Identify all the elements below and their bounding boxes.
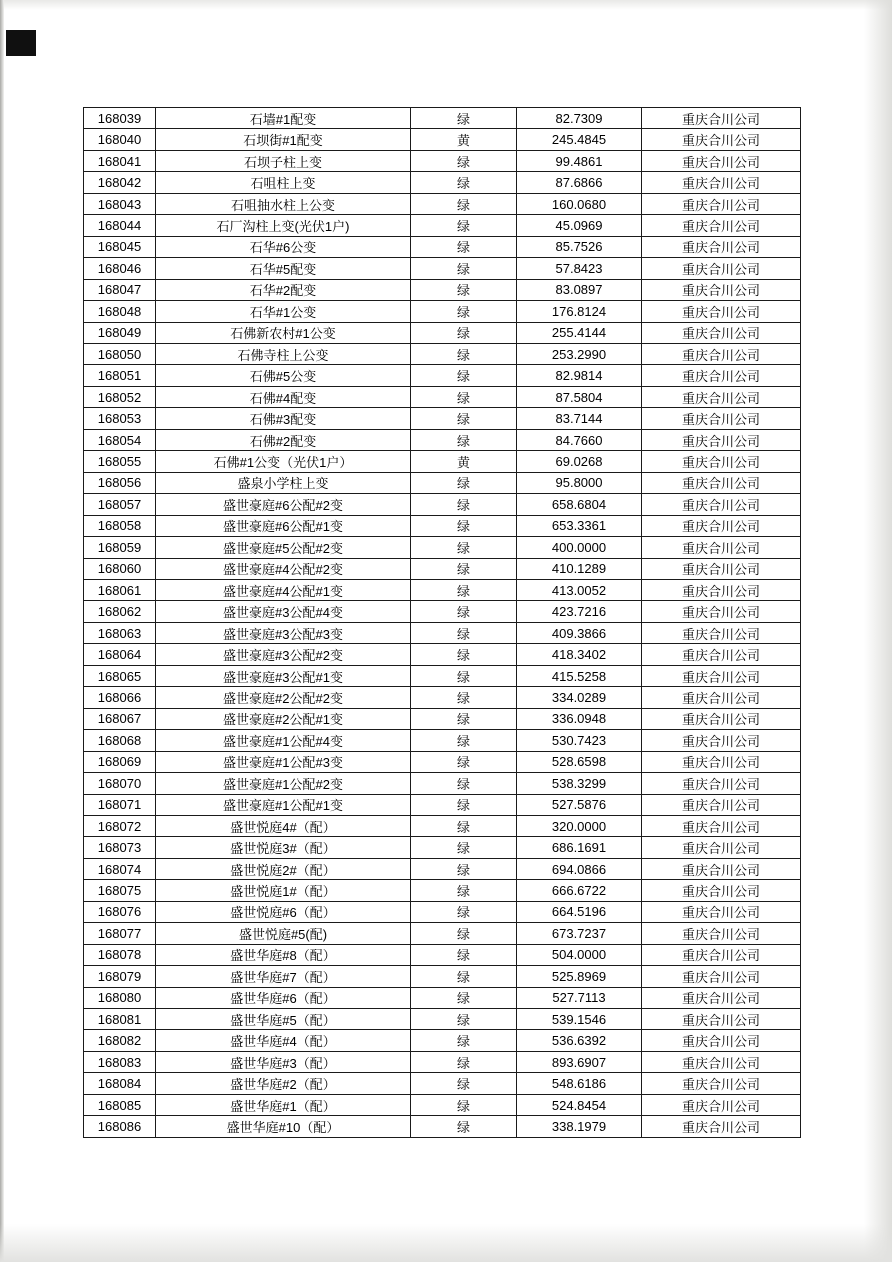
value-cell: 694.0866 [517, 858, 642, 879]
table-row [84, 751, 801, 772]
device-name-cell: 盛世豪庭#3公配#2变 [156, 644, 411, 665]
table-row [84, 601, 801, 622]
company-cell: 重庆合川公司 [642, 815, 801, 836]
table-row [84, 429, 801, 450]
table-row [84, 944, 801, 965]
row-id-cell: 168086 [84, 1116, 156, 1138]
status-cell: 绿 [411, 966, 517, 987]
table-row [84, 108, 801, 129]
row-id-cell: 168071 [84, 794, 156, 815]
value-cell: 415.5258 [517, 665, 642, 686]
company-cell: 重庆合川公司 [642, 901, 801, 922]
row-id-cell: 168054 [84, 429, 156, 450]
company-cell: 重庆合川公司 [642, 794, 801, 815]
status-cell: 绿 [411, 193, 517, 214]
row-id-cell: 168073 [84, 837, 156, 858]
value-cell: 658.6804 [517, 494, 642, 515]
value-cell: 524.8454 [517, 1094, 642, 1115]
company-cell: 重庆合川公司 [642, 515, 801, 536]
device-name-cell: 盛世豪庭#2公配#1变 [156, 708, 411, 729]
value-cell: 527.7113 [517, 987, 642, 1008]
status-cell: 绿 [411, 794, 517, 815]
value-cell: 57.8423 [517, 258, 642, 279]
status-cell: 绿 [411, 815, 517, 836]
row-id-cell: 168041 [84, 150, 156, 171]
company-cell: 重庆合川公司 [642, 451, 801, 472]
row-id-cell: 168069 [84, 751, 156, 772]
table-row [84, 858, 801, 879]
device-name-cell: 盛世华庭#8（配） [156, 944, 411, 965]
value-cell: 666.6722 [517, 880, 642, 901]
value-cell: 83.7144 [517, 408, 642, 429]
company-cell: 重庆合川公司 [642, 258, 801, 279]
status-cell: 绿 [411, 386, 517, 407]
device-name-cell: 盛世豪庭#1公配#3变 [156, 751, 411, 772]
row-id-cell: 168063 [84, 622, 156, 643]
value-cell: 255.4144 [517, 322, 642, 343]
company-cell: 重庆合川公司 [642, 1009, 801, 1030]
company-cell: 重庆合川公司 [642, 365, 801, 386]
row-id-cell: 168058 [84, 515, 156, 536]
table-row [84, 708, 801, 729]
company-cell: 重庆合川公司 [642, 665, 801, 686]
page-edge-bottom [0, 1224, 892, 1262]
company-cell: 重庆合川公司 [642, 494, 801, 515]
device-name-cell: 盛世悦庭3#（配） [156, 837, 411, 858]
status-cell: 绿 [411, 622, 517, 643]
status-cell: 绿 [411, 665, 517, 686]
table-row [84, 622, 801, 643]
table-row [84, 472, 801, 493]
status-cell: 绿 [411, 365, 517, 386]
table-row [84, 644, 801, 665]
status-cell: 绿 [411, 1116, 517, 1138]
row-id-cell: 168072 [84, 815, 156, 836]
row-id-cell: 168080 [84, 987, 156, 1008]
table-row [84, 301, 801, 322]
page-edge-top [0, 0, 892, 10]
row-id-cell: 168047 [84, 279, 156, 300]
status-cell: 绿 [411, 472, 517, 493]
row-id-cell: 168082 [84, 1030, 156, 1051]
company-cell: 重庆合川公司 [642, 708, 801, 729]
value-cell: 673.7237 [517, 923, 642, 944]
row-id-cell: 168039 [84, 108, 156, 129]
device-name-cell: 盛世豪庭#6公配#1变 [156, 515, 411, 536]
row-id-cell: 168043 [84, 193, 156, 214]
value-cell: 99.4861 [517, 150, 642, 171]
value-cell: 82.7309 [517, 108, 642, 129]
value-cell: 45.0969 [517, 215, 642, 236]
table-row [84, 880, 801, 901]
company-cell: 重庆合川公司 [642, 408, 801, 429]
row-id-cell: 168057 [84, 494, 156, 515]
status-cell: 绿 [411, 172, 517, 193]
status-cell: 绿 [411, 901, 517, 922]
table-row [84, 386, 801, 407]
company-cell: 重庆合川公司 [642, 837, 801, 858]
value-cell: 176.8124 [517, 301, 642, 322]
status-cell: 绿 [411, 429, 517, 450]
value-cell: 336.0948 [517, 708, 642, 729]
table-row [84, 730, 801, 751]
device-name-cell: 石华#6公变 [156, 236, 411, 257]
table-row [84, 837, 801, 858]
value-cell: 423.7216 [517, 601, 642, 622]
company-cell: 重庆合川公司 [642, 966, 801, 987]
device-name-cell: 盛世豪庭#4公配#1变 [156, 579, 411, 600]
status-cell: 绿 [411, 1051, 517, 1072]
device-name-cell: 盛世悦庭1#（配） [156, 880, 411, 901]
table-row [84, 1073, 801, 1094]
table-row [84, 515, 801, 536]
value-cell: 893.6907 [517, 1051, 642, 1072]
company-cell: 重庆合川公司 [642, 215, 801, 236]
row-id-cell: 168067 [84, 708, 156, 729]
table-row [84, 236, 801, 257]
status-cell: 绿 [411, 558, 517, 579]
device-name-cell: 盛世豪庭#3公配#1变 [156, 665, 411, 686]
status-cell: 绿 [411, 537, 517, 558]
status-cell: 绿 [411, 730, 517, 751]
row-id-cell: 168053 [84, 408, 156, 429]
value-cell: 320.0000 [517, 815, 642, 836]
value-cell: 538.3299 [517, 773, 642, 794]
row-id-cell: 168042 [84, 172, 156, 193]
value-cell: 686.1691 [517, 837, 642, 858]
table-row [84, 1051, 801, 1072]
value-cell: 413.0052 [517, 579, 642, 600]
corner-ink-mark [6, 30, 36, 56]
company-cell: 重庆合川公司 [642, 301, 801, 322]
status-cell: 绿 [411, 1030, 517, 1051]
value-cell: 530.7423 [517, 730, 642, 751]
status-cell: 绿 [411, 108, 517, 129]
value-cell: 400.0000 [517, 537, 642, 558]
device-name-cell: 石华#1公变 [156, 301, 411, 322]
value-cell: 87.6866 [517, 172, 642, 193]
company-cell: 重庆合川公司 [642, 129, 801, 150]
company-cell: 重庆合川公司 [642, 429, 801, 450]
device-name-cell: 盛世悦庭#5(配) [156, 923, 411, 944]
company-cell: 重庆合川公司 [642, 193, 801, 214]
status-cell: 绿 [411, 150, 517, 171]
company-cell: 重庆合川公司 [642, 730, 801, 751]
table-row [84, 815, 801, 836]
device-name-cell: 石咀柱上变 [156, 172, 411, 193]
table-row [84, 129, 801, 150]
status-cell: 绿 [411, 258, 517, 279]
status-cell: 绿 [411, 494, 517, 515]
device-name-cell: 石佛#4配变 [156, 386, 411, 407]
table-row [84, 558, 801, 579]
row-id-cell: 168051 [84, 365, 156, 386]
table-row [84, 215, 801, 236]
company-cell: 重庆合川公司 [642, 1051, 801, 1072]
device-name-cell: 盛世豪庭#1公配#4变 [156, 730, 411, 751]
device-name-cell: 盛世华庭#2（配） [156, 1073, 411, 1094]
row-id-cell: 168074 [84, 858, 156, 879]
value-cell: 418.3402 [517, 644, 642, 665]
company-cell: 重庆合川公司 [642, 622, 801, 643]
table-body [84, 108, 801, 1138]
device-name-cell: 盛世华庭#5（配） [156, 1009, 411, 1030]
device-name-cell: 盛世华庭#1（配） [156, 1094, 411, 1115]
row-id-cell: 168045 [84, 236, 156, 257]
table-row [84, 1030, 801, 1051]
device-name-cell: 盛世华庭#7（配） [156, 966, 411, 987]
status-cell: 绿 [411, 515, 517, 536]
row-id-cell: 168050 [84, 343, 156, 364]
value-cell: 527.5876 [517, 794, 642, 815]
status-cell: 绿 [411, 880, 517, 901]
table-row [84, 343, 801, 364]
table-row [84, 1116, 801, 1138]
value-cell: 87.5804 [517, 386, 642, 407]
row-id-cell: 168077 [84, 923, 156, 944]
status-cell: 绿 [411, 215, 517, 236]
device-name-cell: 石佛#2配变 [156, 429, 411, 450]
device-name-cell: 盛世华庭#6（配） [156, 987, 411, 1008]
value-cell: 653.3361 [517, 515, 642, 536]
row-id-cell: 168064 [84, 644, 156, 665]
device-name-cell: 盛世豪庭#6公配#2变 [156, 494, 411, 515]
table-row [84, 279, 801, 300]
table-row [84, 966, 801, 987]
status-cell: 绿 [411, 687, 517, 708]
status-cell: 绿 [411, 923, 517, 944]
table-row [84, 687, 801, 708]
page-edge-right [864, 0, 892, 1262]
status-cell: 绿 [411, 322, 517, 343]
value-cell: 83.0897 [517, 279, 642, 300]
device-name-cell: 石墙#1配变 [156, 108, 411, 129]
table-row [84, 451, 801, 472]
company-cell: 重庆合川公司 [642, 279, 801, 300]
table-row [84, 150, 801, 171]
table-row [84, 987, 801, 1008]
table-row [84, 579, 801, 600]
row-id-cell: 168044 [84, 215, 156, 236]
device-name-cell: 石佛#1公变（光伏1户） [156, 451, 411, 472]
value-cell: 539.1546 [517, 1009, 642, 1030]
device-name-cell: 盛世悦庭2#（配） [156, 858, 411, 879]
status-cell: 绿 [411, 987, 517, 1008]
device-name-cell: 石坝街#1配变 [156, 129, 411, 150]
table-row [84, 408, 801, 429]
device-name-cell: 盛世豪庭#1公配#2变 [156, 773, 411, 794]
transformer-load-table [83, 107, 801, 1138]
company-cell: 重庆合川公司 [642, 601, 801, 622]
row-id-cell: 168085 [84, 1094, 156, 1115]
row-id-cell: 168076 [84, 901, 156, 922]
device-name-cell: 盛世悦庭4#（配） [156, 815, 411, 836]
table-row [84, 322, 801, 343]
table-row [84, 665, 801, 686]
row-id-cell: 168052 [84, 386, 156, 407]
company-cell: 重庆合川公司 [642, 108, 801, 129]
status-cell: 黄 [411, 451, 517, 472]
company-cell: 重庆合川公司 [642, 558, 801, 579]
row-id-cell: 168075 [84, 880, 156, 901]
company-cell: 重庆合川公司 [642, 687, 801, 708]
status-cell: 绿 [411, 408, 517, 429]
company-cell: 重庆合川公司 [642, 150, 801, 171]
value-cell: 95.8000 [517, 472, 642, 493]
company-cell: 重庆合川公司 [642, 236, 801, 257]
value-cell: 409.3866 [517, 622, 642, 643]
status-cell: 绿 [411, 837, 517, 858]
table-row [84, 794, 801, 815]
company-cell: 重庆合川公司 [642, 751, 801, 772]
status-cell: 黄 [411, 129, 517, 150]
status-cell: 绿 [411, 301, 517, 322]
device-name-cell: 盛世华庭#3（配） [156, 1051, 411, 1072]
value-cell: 548.6186 [517, 1073, 642, 1094]
company-cell: 重庆合川公司 [642, 579, 801, 600]
device-name-cell: 石厂沟柱上变(光伏1户) [156, 215, 411, 236]
row-id-cell: 168056 [84, 472, 156, 493]
row-id-cell: 168049 [84, 322, 156, 343]
value-cell: 85.7526 [517, 236, 642, 257]
table-row [84, 1094, 801, 1115]
company-cell: 重庆合川公司 [642, 987, 801, 1008]
row-id-cell: 168084 [84, 1073, 156, 1094]
company-cell: 重庆合川公司 [642, 322, 801, 343]
device-name-cell: 盛世豪庭#3公配#3变 [156, 622, 411, 643]
status-cell: 绿 [411, 279, 517, 300]
company-cell: 重庆合川公司 [642, 386, 801, 407]
page-edge-left [0, 0, 4, 1262]
device-name-cell: 盛世豪庭#1公配#1变 [156, 794, 411, 815]
device-name-cell: 盛世悦庭#6（配） [156, 901, 411, 922]
row-id-cell: 168059 [84, 537, 156, 558]
device-name-cell: 石佛#5公变 [156, 365, 411, 386]
company-cell: 重庆合川公司 [642, 858, 801, 879]
row-id-cell: 168070 [84, 773, 156, 794]
device-name-cell: 石华#2配变 [156, 279, 411, 300]
status-cell: 绿 [411, 858, 517, 879]
status-cell: 绿 [411, 644, 517, 665]
table-row [84, 773, 801, 794]
company-cell: 重庆合川公司 [642, 1073, 801, 1094]
table-row [84, 1009, 801, 1030]
status-cell: 绿 [411, 601, 517, 622]
value-cell: 334.0289 [517, 687, 642, 708]
company-cell: 重庆合川公司 [642, 343, 801, 364]
table-row [84, 537, 801, 558]
row-id-cell: 168055 [84, 451, 156, 472]
device-name-cell: 石佛新农村#1公变 [156, 322, 411, 343]
table-row [84, 258, 801, 279]
device-name-cell: 盛世豪庭#4公配#2变 [156, 558, 411, 579]
device-name-cell: 石华#5配变 [156, 258, 411, 279]
status-cell: 绿 [411, 343, 517, 364]
company-cell: 重庆合川公司 [642, 537, 801, 558]
device-name-cell: 盛世豪庭#3公配#4变 [156, 601, 411, 622]
row-id-cell: 168068 [84, 730, 156, 751]
value-cell: 160.0680 [517, 193, 642, 214]
company-cell: 重庆合川公司 [642, 944, 801, 965]
status-cell: 绿 [411, 1009, 517, 1030]
status-cell: 绿 [411, 708, 517, 729]
device-name-cell: 盛世华庭#4（配） [156, 1030, 411, 1051]
table-row [84, 365, 801, 386]
company-cell: 重庆合川公司 [642, 1030, 801, 1051]
value-cell: 84.7660 [517, 429, 642, 450]
row-id-cell: 168060 [84, 558, 156, 579]
device-name-cell: 石坝子柱上变 [156, 150, 411, 171]
row-id-cell: 168061 [84, 579, 156, 600]
row-id-cell: 168046 [84, 258, 156, 279]
company-cell: 重庆合川公司 [642, 880, 801, 901]
status-cell: 绿 [411, 751, 517, 772]
value-cell: 338.1979 [517, 1116, 642, 1138]
row-id-cell: 168065 [84, 665, 156, 686]
company-cell: 重庆合川公司 [642, 773, 801, 794]
table-row [84, 494, 801, 515]
company-cell: 重庆合川公司 [642, 923, 801, 944]
row-id-cell: 168079 [84, 966, 156, 987]
table-row [84, 901, 801, 922]
company-cell: 重庆合川公司 [642, 1116, 801, 1138]
row-id-cell: 168081 [84, 1009, 156, 1030]
value-cell: 528.6598 [517, 751, 642, 772]
status-cell: 绿 [411, 1073, 517, 1094]
value-cell: 69.0268 [517, 451, 642, 472]
device-name-cell: 盛世豪庭#5公配#2变 [156, 537, 411, 558]
company-cell: 重庆合川公司 [642, 1094, 801, 1115]
value-cell: 525.8969 [517, 966, 642, 987]
device-name-cell: 石佛寺柱上公变 [156, 343, 411, 364]
value-cell: 410.1289 [517, 558, 642, 579]
row-id-cell: 168083 [84, 1051, 156, 1072]
company-cell: 重庆合川公司 [642, 172, 801, 193]
device-name-cell: 石佛#3配变 [156, 408, 411, 429]
company-cell: 重庆合川公司 [642, 644, 801, 665]
value-cell: 504.0000 [517, 944, 642, 965]
status-cell: 绿 [411, 579, 517, 600]
value-cell: 253.2990 [517, 343, 642, 364]
value-cell: 664.5196 [517, 901, 642, 922]
device-name-cell: 盛世华庭#10（配） [156, 1116, 411, 1138]
status-cell: 绿 [411, 236, 517, 257]
value-cell: 82.9814 [517, 365, 642, 386]
row-id-cell: 168040 [84, 129, 156, 150]
company-cell: 重庆合川公司 [642, 472, 801, 493]
status-cell: 绿 [411, 773, 517, 794]
device-name-cell: 盛泉小学柱上变 [156, 472, 411, 493]
row-id-cell: 168062 [84, 601, 156, 622]
row-id-cell: 168048 [84, 301, 156, 322]
row-id-cell: 168078 [84, 944, 156, 965]
device-name-cell: 石咀抽水柱上公变 [156, 193, 411, 214]
status-cell: 绿 [411, 944, 517, 965]
row-id-cell: 168066 [84, 687, 156, 708]
value-cell: 536.6392 [517, 1030, 642, 1051]
device-name-cell: 盛世豪庭#2公配#2变 [156, 687, 411, 708]
table-row [84, 923, 801, 944]
table-row [84, 193, 801, 214]
status-cell: 绿 [411, 1094, 517, 1115]
value-cell: 245.4845 [517, 129, 642, 150]
table-row [84, 172, 801, 193]
